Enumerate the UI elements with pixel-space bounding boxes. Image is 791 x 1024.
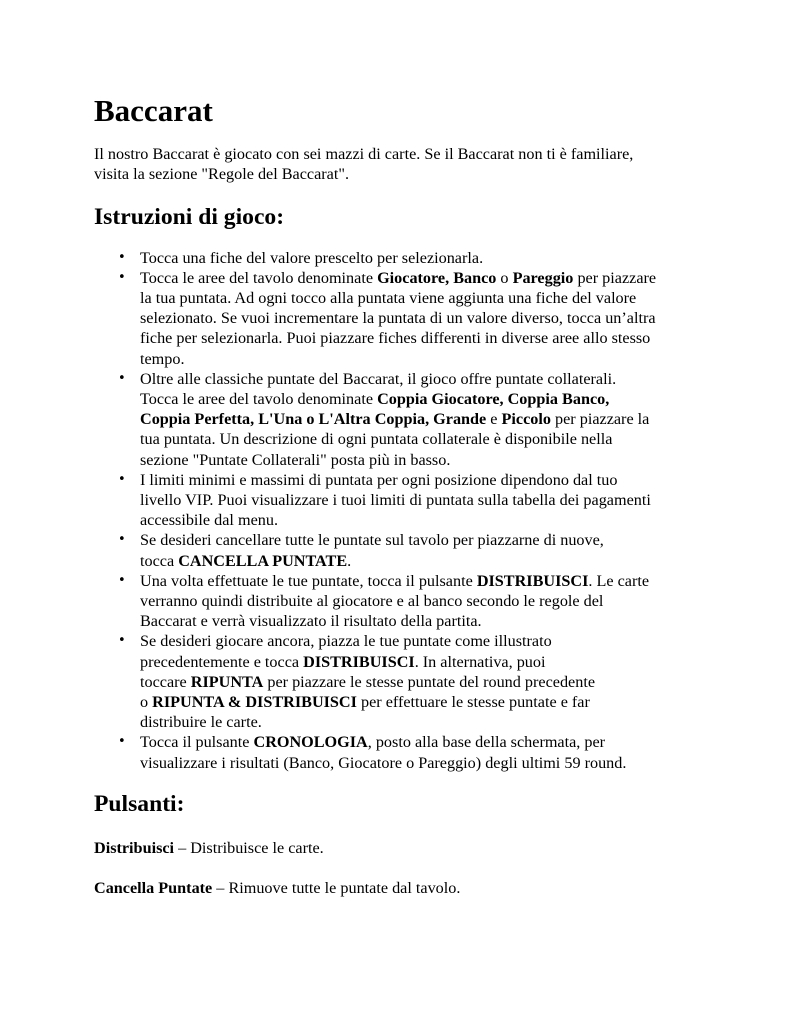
- bold-term: RIPUNTA & DISTRIBUISCI: [152, 693, 357, 712]
- text-run: per piazzare le stesse puntate del round precedente: [263, 672, 596, 691]
- item-text: [140, 409, 714, 429]
- text-run: precedentemente e tocca: [140, 652, 304, 671]
- text-run: per effettuare le stesse puntate e far: [356, 693, 590, 712]
- list-item: [140, 369, 714, 470]
- item-text: [140, 551, 714, 571]
- list-item: [140, 732, 714, 772]
- item-text: sezione "Puntate Collaterali" posta più in basso.: [140, 450, 451, 469]
- item-text: tua puntata. Un descrizione di ogni puntata collaterale è disponibile nella: [140, 430, 613, 449]
- bold-term: Pareggio: [512, 268, 574, 287]
- text-run: Tocca le aree del tavolo denominate: [140, 390, 378, 409]
- bold-term: Coppia Giocatore, Coppia Banco,: [377, 390, 610, 409]
- text-run: Tocca le aree del tavolo denominate: [140, 268, 378, 287]
- text-run: e: [486, 410, 502, 429]
- instructions-heading: Istruzioni di gioco:: [94, 203, 285, 230]
- item-text: [140, 652, 714, 672]
- item-text: [140, 268, 714, 288]
- buttons-heading: Pulsanti:: [94, 790, 185, 817]
- intro-line: visita la sezione "Regole del Baccarat".: [94, 165, 350, 184]
- document-page: [94, 88, 714, 898]
- item-text: visualizzare i risultati (Banco, Giocatore o Pareggio) degli ultimi 59 round.: [140, 753, 627, 772]
- text-run: Una volta effettuate le tue puntate, tocca il pulsante: [140, 571, 477, 590]
- bold-term: CANCELLA PUNTATE: [178, 551, 348, 570]
- definition-term: Cancella Puntate: [94, 879, 213, 898]
- text-run: Tocca il pulsante: [140, 733, 254, 752]
- item-text: [140, 389, 714, 409]
- list-item: [140, 248, 714, 268]
- text-run: per piazzare: [573, 268, 657, 287]
- item-text: Baccarat e verrà visualizzato il risultato della partita.: [140, 612, 482, 631]
- text-run: o: [140, 693, 153, 712]
- text-run: . In alternativa, puoi: [414, 652, 546, 671]
- text-run: , posto alla base della schermata, per: [367, 733, 606, 752]
- definition-term: Distribuisci: [94, 838, 175, 857]
- text-run: . Le carte: [588, 571, 650, 590]
- item-text: distribuire le carte.: [140, 713, 262, 732]
- item-text: • Tocca una fiche del valore prescelto per selezionarla.: [140, 248, 484, 267]
- item-text: [140, 672, 714, 692]
- bold-term: Coppia Perfetta, L'Una o L'Altra Coppia, Grande: [140, 410, 487, 429]
- text-run: .: [347, 551, 352, 570]
- item-text: verranno quindi distribuite al giocatore e al banco secondo le regole del: [140, 592, 604, 611]
- instructions-list: [94, 248, 714, 773]
- bold-term: Giocatore, Banco: [377, 268, 497, 287]
- text-run: per piazzare la: [550, 410, 650, 429]
- intro-paragraph: [94, 144, 694, 185]
- item-text: [140, 692, 714, 712]
- item-text: fiche per selezionarla. Puoi piazzare fiches differenti in diverse aree allo stesso: [140, 329, 651, 348]
- button-definition-deal: [94, 838, 714, 858]
- page-title: Baccarat: [94, 93, 213, 128]
- text-run: toccare: [140, 672, 191, 691]
- item-text: [140, 732, 714, 752]
- item-text: accessibile dal menu.: [140, 511, 278, 530]
- item-text: [140, 571, 714, 591]
- definition-text: – Rimuove tutte le puntate dal tavolo.: [212, 879, 461, 898]
- list-item: [140, 571, 714, 632]
- item-text: la tua puntata. Ad ogni tocco alla puntata viene aggiunta una fiche del valore: [140, 289, 637, 307]
- bold-term: Piccolo: [501, 410, 551, 429]
- list-item: [140, 268, 714, 369]
- list-item: [140, 530, 714, 570]
- item-text: livello VIP. Puoi visualizzare i tuoi limiti di puntata sulla tabella dei pagamenti: [140, 491, 651, 510]
- list-item: [140, 470, 714, 531]
- bold-term: DISTRIBUISCI: [476, 571, 589, 590]
- item-text: selezionato. Se vuoi incrementare la puntata di un valore diverso, tocca un’altra: [140, 309, 656, 328]
- text-run: tocca: [140, 551, 179, 570]
- definition-text: – Distribuisce le carte.: [174, 838, 324, 857]
- list-item: [140, 631, 714, 732]
- intro-line: Il nostro Baccarat è giocato con sei mazzi di carte. Se il Baccarat non ti è familiare,: [94, 145, 634, 163]
- item-text: • Se desideri cancellare tutte le puntate sul tavolo per piazzarne di nuove,: [140, 531, 604, 550]
- bold-term: CRONOLOGIA: [253, 733, 368, 752]
- item-text: • I limiti minimi e massimi di puntata per ogni posizione dipendono dal tuo: [140, 470, 618, 489]
- item-text: tempo.: [140, 349, 185, 368]
- text-run: o: [496, 268, 513, 287]
- button-definition-clear-bets: [94, 878, 714, 898]
- item-text: • Se desideri giocare ancora, piazza le tue puntate come illustrato: [140, 632, 552, 651]
- bold-term: DISTRIBUISCI: [303, 652, 415, 671]
- item-text: • Oltre alle classiche puntate del Baccarat, il gioco offre puntate collaterali.: [140, 369, 617, 388]
- bold-term: RIPUNTA: [190, 672, 264, 691]
